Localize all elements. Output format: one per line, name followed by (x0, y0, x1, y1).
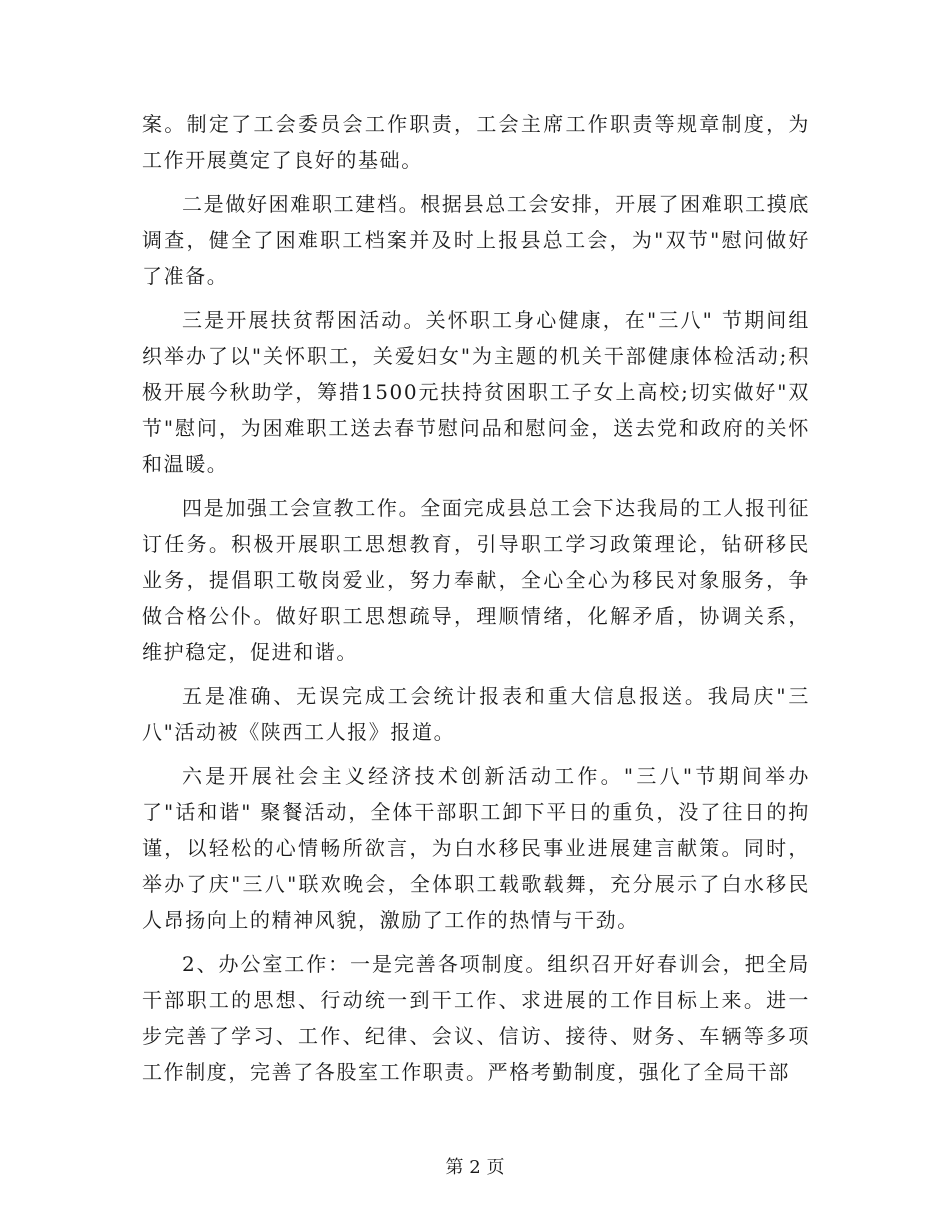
paragraph-item-2: 二是做好困难职工建档。根据县总工会安排，开展了困难职工摸底调查，健全了困难职工档案并及时上报县总工会，为"双节"慰问做好了准备。 (142, 192, 810, 288)
paragraph-item-5: 五是准确、无误完成工会统计报表和重大信息报送。我局庆"三八"活动被《陕西工人报》报道。 (142, 684, 810, 744)
paragraph-continuation: 案。制定了工会委员会工作职责，工会主席工作职责等规章制度，为工作开展奠定了良好的基础。 (142, 112, 810, 172)
page-number-footer: 第 2 页 (445, 1157, 505, 1178)
paragraph-item-4: 四是加强工会宣教工作。全面完成县总工会下达我局的工人报刊征订任务。积极开展职工思想教育，引导职工学习政策理论，钻研移民业务，提倡职工敬岗爱业，努力奉献，全心全心为移民对象服务，争做合格公仆。做好职工思想疏导，理顺情绪，化解矛盾，协调关系，维护稳定，促进和谐。 (142, 496, 810, 664)
paragraph-item-3: 三是开展扶贫帮困活动。关怀职工身心健康，在"三八" 节期间组织举办了以"关怀职工，关爱妇女"为主题的机关干部健康体检活动;积极开展今秋助学，筹措1500元扶持贫困职工子女上高校;切实做好"双节"慰问，为困难职工送去春节慰问品和慰问金，送去党和政府的关怀和温暖。 (142, 308, 810, 476)
document-body (142, 106, 810, 1098)
paragraph-item-6: 六是开展社会主义经济技术创新活动工作。"三八"节期间举办了"话和谐" 聚餐活动，全体干部职工卸下平日的重负，没了往日的拘谨，以轻松的心情畅所欲言，为白水移民事业进展建言献策。同时，举办了庆"三八"联欢晚会，全体职工载歌载舞，充分展示了白水移民人昂扬向上的精神风貌，激励了工作的热情与干劲。 (142, 764, 810, 932)
paragraph-office-work: 2、办公室工作：一是完善各项制度。组织召开好春训会，把全局干部职工的思想、行动统一到干工作、求进展的工作目标上来。进一步完善了学习、工作、纪律、会议、信访、接待、财务、车辆等多项工作制度，完善了各股室工作职责。严格考勤制度，强化了全局干部 (142, 952, 810, 1084)
